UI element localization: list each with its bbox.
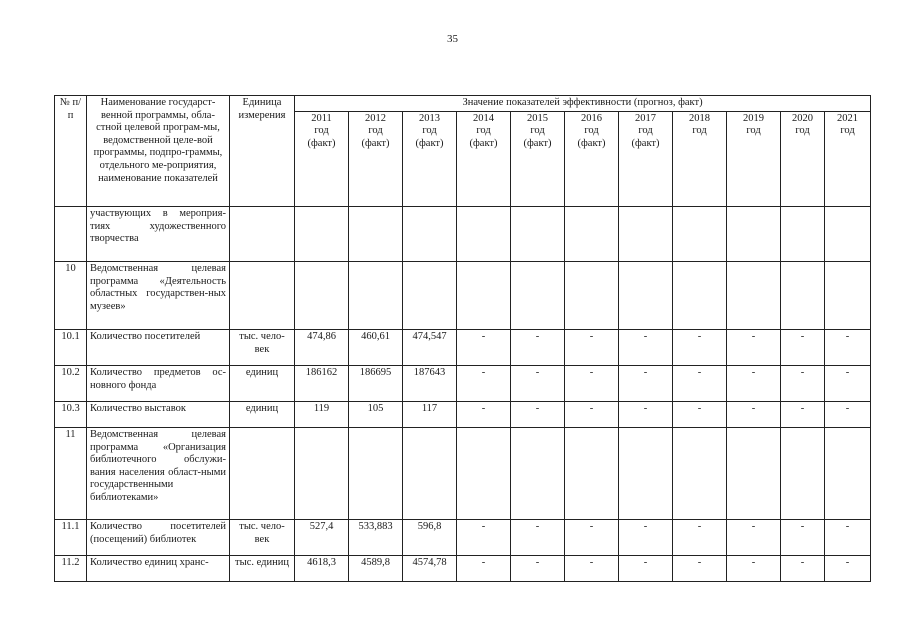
value-cell	[673, 262, 727, 330]
value-cell	[457, 428, 511, 520]
year-value: 2012	[365, 112, 386, 124]
value-cell: -	[673, 556, 727, 582]
year-note: (факт)	[577, 137, 606, 149]
value-cell: 474,86	[295, 330, 349, 366]
value-cell	[457, 262, 511, 330]
table-row	[55, 330, 871, 366]
value-cell: 527,4	[295, 520, 349, 556]
row-unit	[230, 207, 295, 262]
value-cell: 4574,78	[403, 556, 457, 582]
year-header-2018	[673, 111, 727, 206]
year-label: год	[746, 125, 761, 137]
value-cell	[295, 262, 349, 330]
value-cell: 4618,3	[295, 556, 349, 582]
row-unit: единиц	[230, 366, 295, 402]
value-cell	[565, 262, 619, 330]
value-cell	[619, 262, 673, 330]
value-cell	[825, 428, 871, 520]
year-value: 2015	[527, 112, 548, 124]
value-cell: -	[511, 402, 565, 428]
value-cell: -	[727, 520, 781, 556]
value-cell: -	[619, 366, 673, 402]
value-cell: -	[727, 366, 781, 402]
value-cell	[511, 262, 565, 330]
year-label: год	[314, 125, 329, 137]
value-cell	[727, 262, 781, 330]
row-name: Ведомственная целевая программа «Организация библиотечного обслужи-вания населения област-ными государственными библиотеками»	[87, 428, 230, 520]
value-cell: -	[673, 330, 727, 366]
table-row	[55, 402, 871, 428]
value-cell: -	[673, 402, 727, 428]
value-cell: -	[511, 366, 565, 402]
table-row	[55, 520, 871, 556]
row-unit	[230, 428, 295, 520]
row-name: Количество посетителей (посещений) библиотек	[87, 520, 230, 556]
value-cell	[295, 428, 349, 520]
value-cell: 119	[295, 402, 349, 428]
year-header-2013	[403, 111, 457, 206]
value-cell: -	[825, 402, 871, 428]
row-name: Количество выставок	[87, 402, 230, 428]
value-cell: -	[727, 330, 781, 366]
row-unit: тыс. чело-век	[230, 330, 295, 366]
value-cell: -	[781, 556, 825, 582]
row-name: Ведомственная целевая программа «Деятельность областных государствен-ных музеев»	[87, 262, 230, 330]
year-header-2015	[511, 111, 565, 206]
year-header-2017	[619, 111, 673, 206]
value-cell: -	[565, 402, 619, 428]
year-value: 2016	[581, 112, 602, 124]
value-cell: -	[727, 556, 781, 582]
value-cell: -	[619, 402, 673, 428]
value-cell	[619, 207, 673, 262]
row-number	[55, 207, 87, 262]
year-value: 2018	[689, 112, 710, 124]
row-number: 10	[55, 262, 87, 330]
value-cell: -	[619, 556, 673, 582]
year-label: год	[692, 125, 707, 137]
value-cell	[781, 428, 825, 520]
value-cell: -	[781, 330, 825, 366]
table-row	[55, 428, 871, 520]
year-value: 2020	[792, 112, 813, 124]
value-cell: -	[457, 330, 511, 366]
value-cell: -	[619, 330, 673, 366]
indicators-table	[54, 95, 871, 582]
value-cell	[349, 207, 403, 262]
header-unit: Единица измерения	[230, 96, 295, 207]
value-cell: -	[457, 556, 511, 582]
value-cell: -	[565, 520, 619, 556]
value-cell: -	[673, 366, 727, 402]
value-cell: -	[825, 520, 871, 556]
value-cell	[619, 428, 673, 520]
value-cell: -	[825, 556, 871, 582]
table-row	[55, 262, 871, 330]
value-cell: 460,61	[349, 330, 403, 366]
value-cell: 4589,8	[349, 556, 403, 582]
value-cell	[403, 262, 457, 330]
row-unit: тыс. чело-век	[230, 520, 295, 556]
year-value: 2011	[311, 112, 332, 124]
year-header-2021	[825, 111, 871, 206]
value-cell	[781, 262, 825, 330]
row-number: 11	[55, 428, 87, 520]
header-values: Значение показателей эффективности (прогноз, факт)	[295, 96, 871, 112]
table-row	[55, 207, 871, 262]
year-value: 2021	[837, 112, 859, 124]
value-cell: -	[511, 520, 565, 556]
year-note: (факт)	[307, 137, 336, 149]
value-cell: 117	[403, 402, 457, 428]
value-cell: -	[565, 366, 619, 402]
value-cell: -	[457, 520, 511, 556]
row-name: Количество предметов ос-новного фонда	[87, 366, 230, 402]
value-cell	[403, 428, 457, 520]
value-cell	[511, 207, 565, 262]
value-cell	[349, 428, 403, 520]
value-cell: -	[457, 402, 511, 428]
year-label: год	[530, 125, 545, 137]
header-number: № п/п	[55, 96, 87, 207]
value-cell: -	[673, 520, 727, 556]
value-cell: -	[825, 366, 871, 402]
value-cell: 533,883	[349, 520, 403, 556]
page-number: 35	[447, 33, 458, 45]
value-cell	[825, 262, 871, 330]
value-cell	[781, 207, 825, 262]
value-cell	[727, 207, 781, 262]
year-header-2012	[349, 111, 403, 206]
year-note: (факт)	[361, 137, 390, 149]
row-name: участвующих в мероприя-тиях художественного творчества	[87, 207, 230, 262]
row-unit: единиц	[230, 402, 295, 428]
row-number: 11.2	[55, 556, 87, 582]
year-value: 2013	[419, 112, 440, 124]
row-unit: тыс. единиц	[230, 556, 295, 582]
year-label: год	[476, 125, 491, 137]
year-label: год	[638, 125, 653, 137]
row-number: 11.1	[55, 520, 87, 556]
value-cell	[403, 207, 457, 262]
year-note: (факт)	[415, 137, 444, 149]
value-cell	[565, 207, 619, 262]
row-name: Количество единиц хранс-	[87, 556, 230, 582]
year-label: год	[584, 125, 599, 137]
value-cell: -	[511, 330, 565, 366]
value-cell	[727, 428, 781, 520]
year-note: (факт)	[523, 137, 552, 149]
value-cell	[349, 262, 403, 330]
value-cell	[673, 207, 727, 262]
year-header-2019	[727, 111, 781, 206]
value-cell: -	[781, 366, 825, 402]
value-cell: 105	[349, 402, 403, 428]
value-cell: -	[781, 520, 825, 556]
year-value: 2014	[473, 112, 494, 124]
year-header-2016	[565, 111, 619, 206]
header-name: Наименование государст-венной программы, обла-стной целевой програм-мы, ведомственной целе-вой программы, подпро-граммы, отдельного ме-роприятия, наименование показателей	[87, 96, 230, 207]
value-cell: -	[565, 556, 619, 582]
value-cell: -	[727, 402, 781, 428]
year-note: (факт)	[631, 137, 660, 149]
row-unit	[230, 262, 295, 330]
year-label: год	[795, 125, 810, 137]
table-row	[55, 556, 871, 582]
value-cell: 186695	[349, 366, 403, 402]
year-label: год	[840, 125, 855, 137]
year-header-2020	[781, 111, 825, 206]
value-cell	[295, 207, 349, 262]
value-cell	[457, 207, 511, 262]
value-cell: -	[619, 520, 673, 556]
value-cell: 474,547	[403, 330, 457, 366]
row-number: 10.2	[55, 366, 87, 402]
value-cell: -	[457, 366, 511, 402]
year-header-2011	[295, 111, 349, 206]
row-number: 10.3	[55, 402, 87, 428]
value-cell: -	[511, 556, 565, 582]
year-note: (факт)	[469, 137, 498, 149]
year-label: год	[422, 125, 437, 137]
value-cell	[511, 428, 565, 520]
value-cell: 186162	[295, 366, 349, 402]
value-cell: 596,8	[403, 520, 457, 556]
value-cell	[673, 428, 727, 520]
value-cell	[825, 207, 871, 262]
year-label: год	[368, 125, 383, 137]
row-name: Количество посетителей	[87, 330, 230, 366]
table-row	[55, 366, 871, 402]
value-cell: -	[565, 330, 619, 366]
value-cell	[565, 428, 619, 520]
year-value: 2017	[635, 112, 656, 124]
year-value: 2019	[743, 112, 764, 124]
value-cell: -	[825, 330, 871, 366]
value-cell: -	[781, 402, 825, 428]
row-number: 10.1	[55, 330, 87, 366]
value-cell: 187643	[403, 366, 457, 402]
year-header-2014	[457, 111, 511, 206]
